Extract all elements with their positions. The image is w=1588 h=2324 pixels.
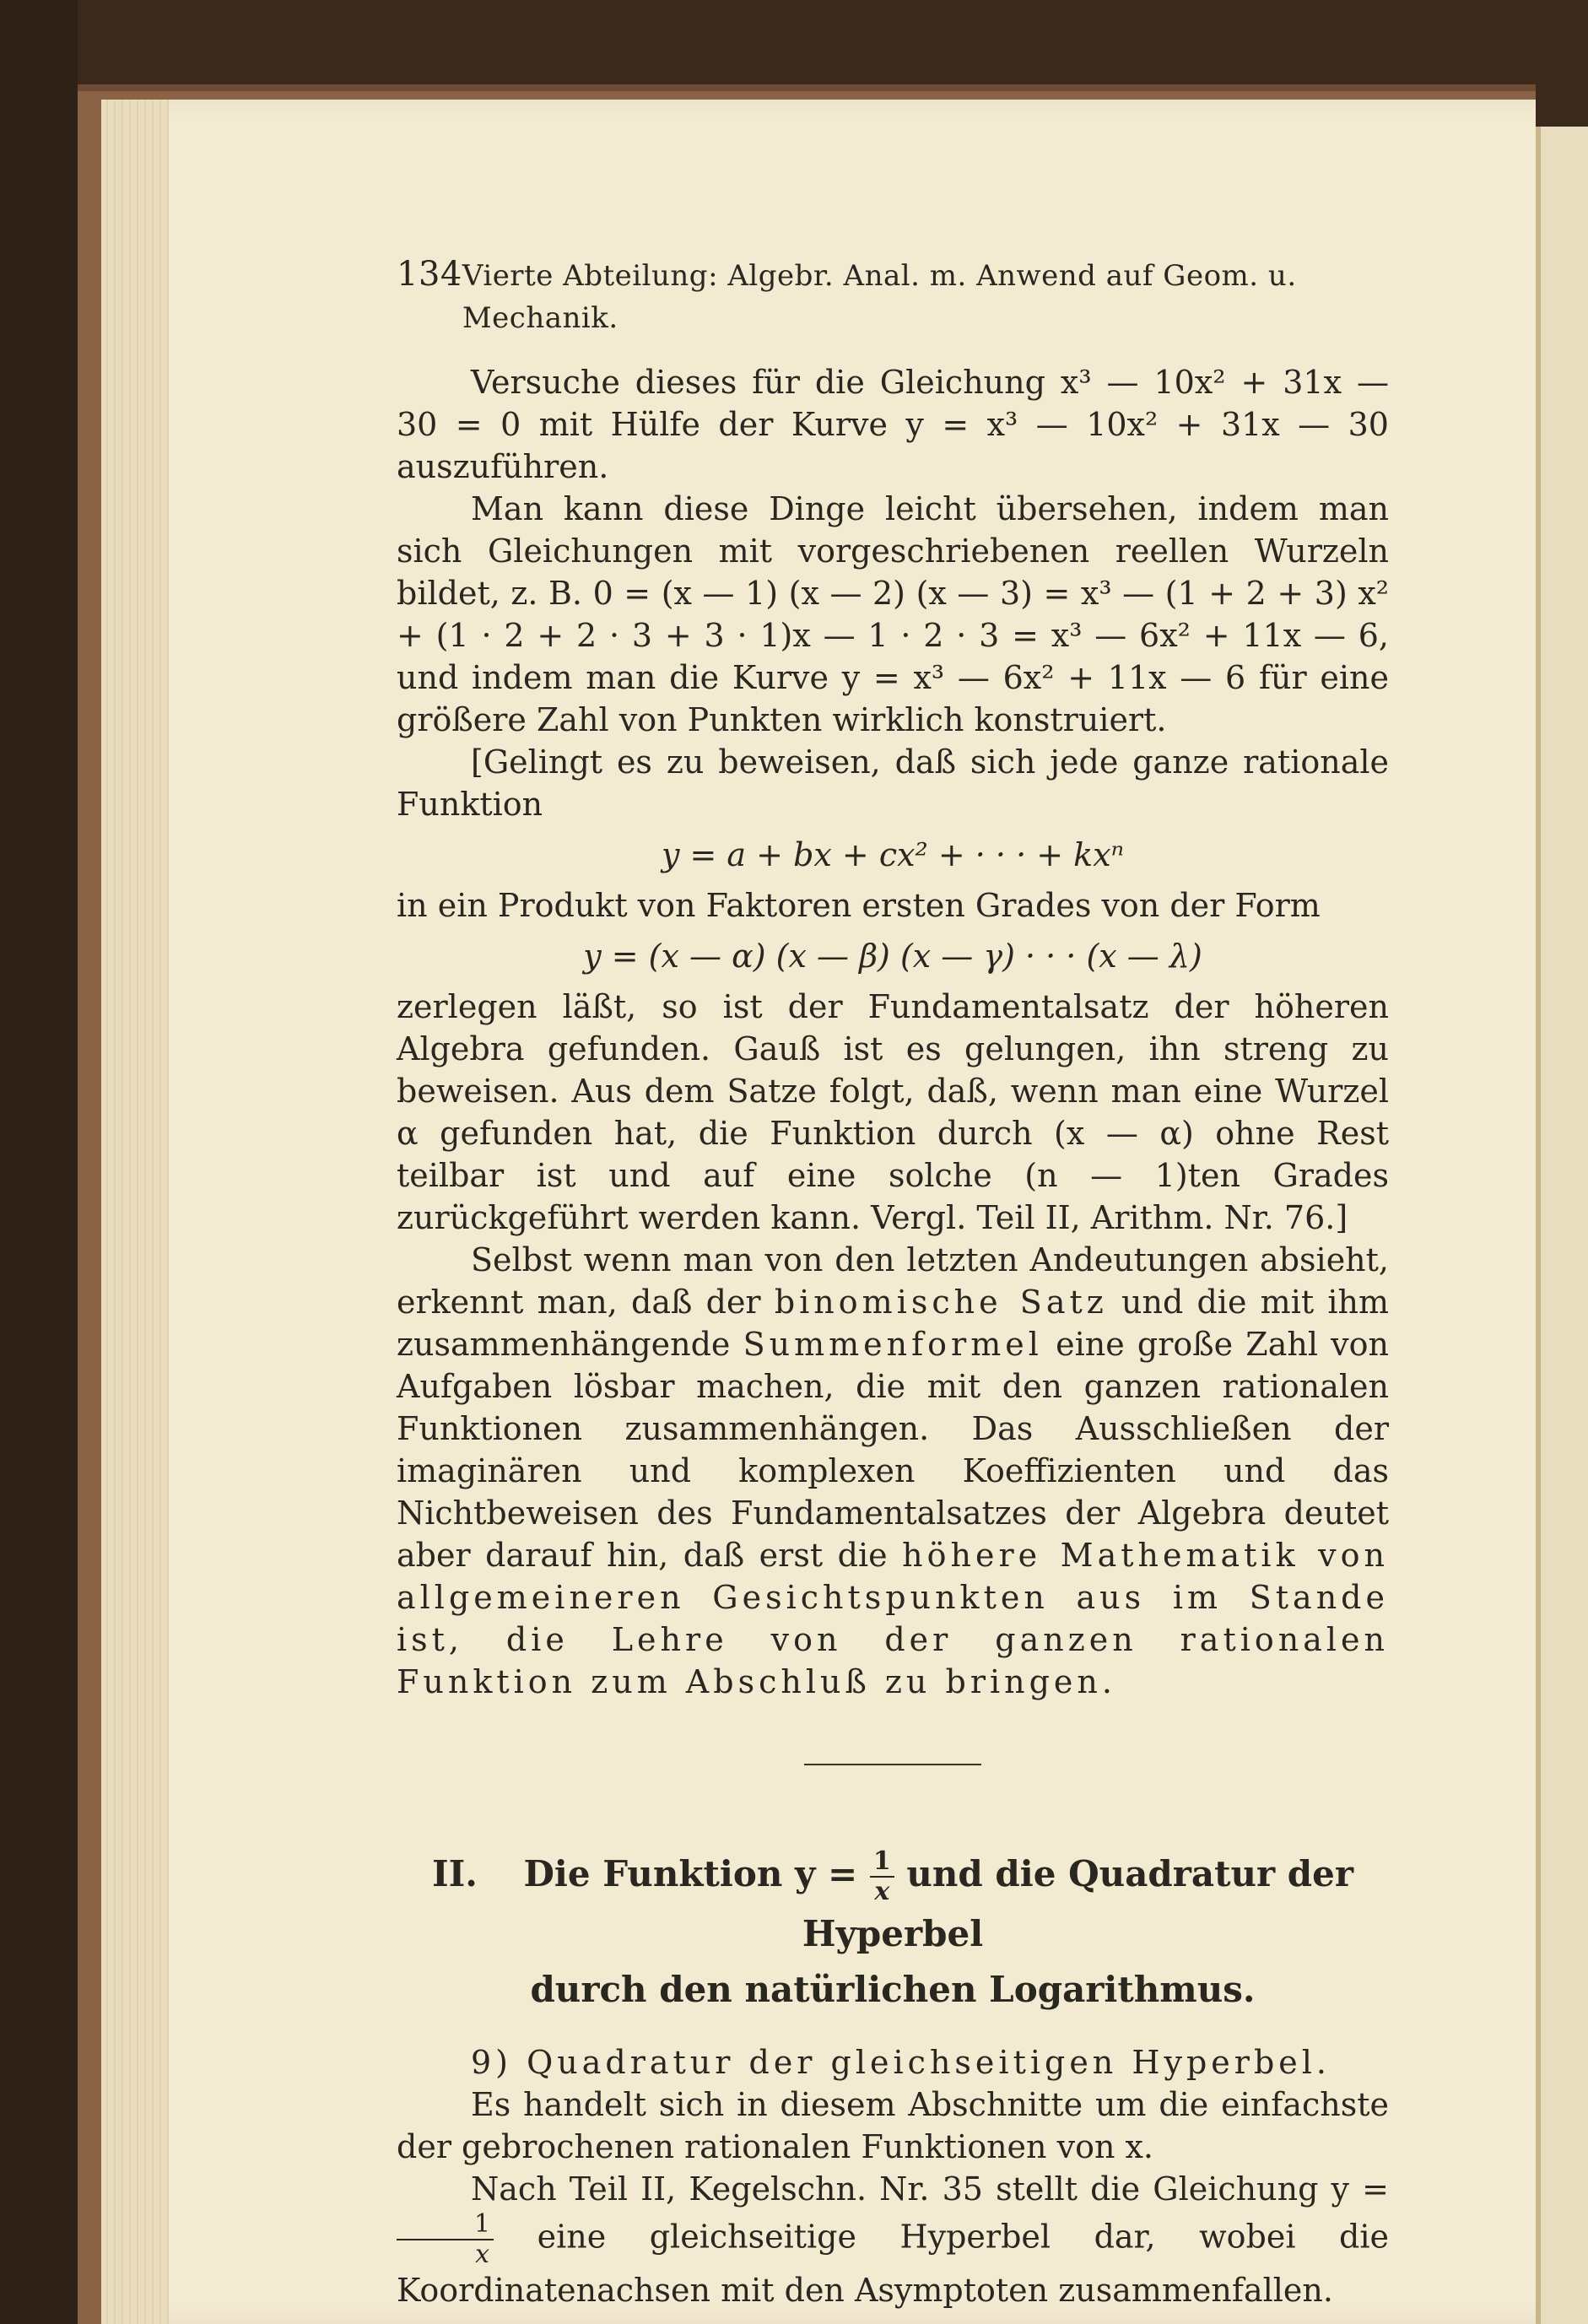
inline-fraction-denominator: x: [475, 2240, 489, 2269]
page-content: [397, 253, 1389, 2311]
subsection-heading: 9) Quadratur der gleichseitigen Hyperbel.: [471, 2044, 1331, 2081]
running-title: Vierte Abteilung: Algebr. Anal. m. Anwend auf Geom. u. Mechanik.: [462, 259, 1297, 335]
page-fore-edge: [101, 100, 169, 2324]
selbst-text-1: Selbst wenn man von den letzten Andeutungen absieht, erkennt man, daß der: [397, 1241, 1389, 1321]
scan-edge: [0, 0, 78, 2324]
equation-factorization: y = (x — α) (x — β) (x — γ) · · · (x — λ): [583, 938, 1202, 975]
inline-fraction-numerator: 1: [397, 2210, 494, 2240]
equation-polynomial: y = a + bx + cx² + · · · + kxⁿ: [661, 836, 1125, 873]
section-title-after: und die Quadratur der Hyperbel: [802, 1853, 1354, 1954]
selbst-text-3: eine große Zahl von Aufgaben lösbar machen, die mit den ganzen rationalen Funktionen zusammenhängen. Das Ausschließen der imaginären und komplexen Koeffizienten und das Nichtbeweisen des Fundamentalsatzes der Algebra deutet aber darauf hin, daß erst die: [397, 1326, 1389, 1574]
paragraph-es-handelt: Es handelt sich in diesem Abschnitte um die einfachste der gebrochenen rationalen Funktionen von x.: [397, 2086, 1389, 2165]
binomischer-satz-term: binomische Satz: [774, 1284, 1108, 1321]
summenformel-term: Summenformel: [743, 1326, 1043, 1363]
next-page-edge: [1536, 127, 1588, 2324]
section-title-fraction: [870, 1847, 894, 1906]
fraction-numerator: 1: [870, 1847, 894, 1878]
running-header: [397, 253, 1389, 339]
section-heading-line-1: [397, 1846, 1389, 1962]
selbst-text-2: und die mit ihm zusammenhängende: [397, 1284, 1389, 1363]
inline-fraction: [397, 2210, 494, 2269]
paragraph-nach-teil: [397, 2168, 1389, 2311]
paragraph-produkt: in ein Produkt von Faktoren ersten Grades von der Form: [397, 887, 1321, 924]
paragraph-gelingt: [Gelingt es zu beweisen, daß sich jede ganze rationale Funktion: [397, 743, 1389, 823]
section-number: II.: [431, 1853, 478, 1894]
section-title-before: Die Funktion y =: [523, 1853, 858, 1894]
nach-text-before: Nach Teil II, Kegelschn. Nr. 35 stellt die Gleichung y =: [471, 2170, 1389, 2208]
section-divider: [804, 1764, 981, 1765]
paragraph-selbst: [397, 1239, 1389, 1703]
paragraph-man-kann: Man kann diese Dinge leicht übersehen, indem man sich Gleichungen mit vorgeschriebenen reellen Wurzeln bildet, z. B. 0 = (x — 1) (x — 2) (x — 3) = x³ — (1 + 2 + 3) x² + (1 · 2 + 2 · 3 + 3 · 1)x — 1 · 2 · 3 = x³ — 6x² + 11x — 6, und indem man die Kurve y = x³ — 6x² + 11x — 6 für eine größere Zahl von Punkten wirklich konstruiert.: [397, 490, 1389, 738]
page-number: 134: [397, 255, 462, 294]
paragraph-versuche: Versuche dieses für die Gleichung x³ — 10x² + 31x — 30 = 0 mit Hülfe der Kurve y = x³ — 10x² + 31x — 30 auszuführen.: [397, 364, 1389, 485]
hoehere-mathematik-phrase: höhere Mathematik von allgemeineren Gesichtspunkten aus im Stande ist, die Lehre von der ganzen rationalen Funktion zum Abschluß zu bringen.: [397, 1537, 1389, 1700]
paragraph-fundamentalsatz: zerlegen läßt, so ist der Fundamentalsatz der höheren Algebra gefunden. Gauß ist es gelungen, ihn streng zu beweisen. Aus dem Satze folgt, daß, wenn man eine Wurzel α gefunden hat, die Funktion durch (x — α) ohne Rest teilbar ist und auf eine solche (n — 1)ten Grades zurückgeführt werden kann. Vergl. Teil II, Arithm. Nr. 76.]: [397, 988, 1389, 1236]
nach-text-after: eine gleichseitige Hyperbel dar, wobei die Koordinatenachsen mit den Asymptoten zusammenfallen.: [397, 2218, 1389, 2309]
section-heading: [397, 1846, 1389, 2018]
fraction-denominator: x: [874, 1877, 890, 1906]
section-heading-line-2: durch den natürlichen Logarithmus.: [530, 1969, 1256, 2010]
